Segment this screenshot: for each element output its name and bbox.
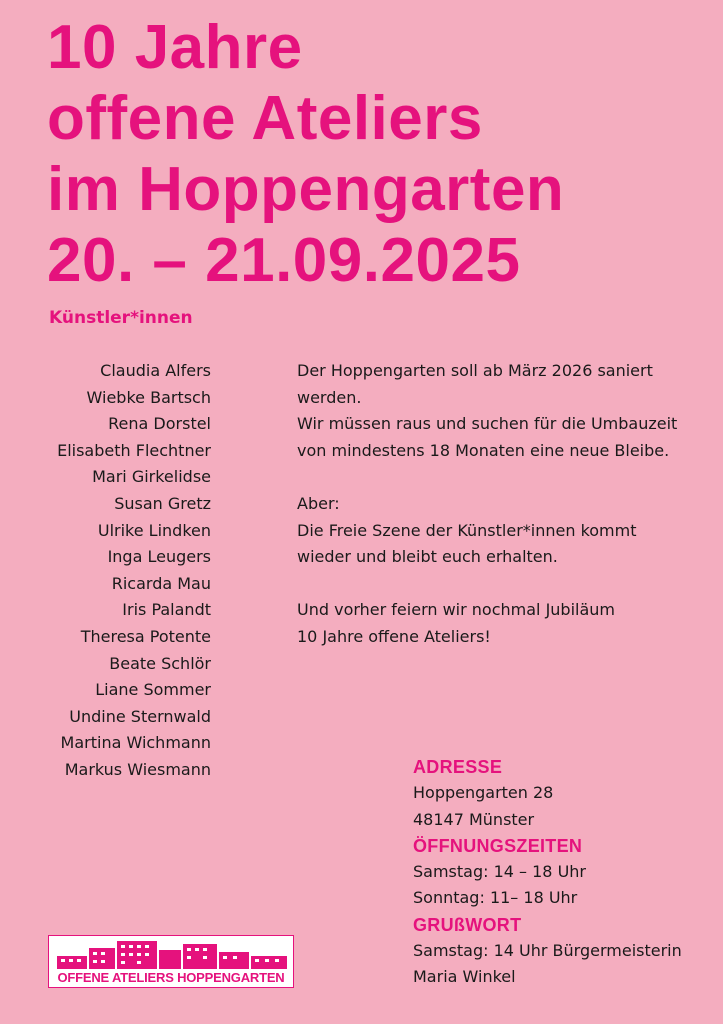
- address-label: ADRESSE: [413, 757, 503, 777]
- greeting-line-2: Maria Winkel: [413, 967, 516, 987]
- text-line: von mindestens 18 Monaten eine neue Bleibe.: [297, 440, 670, 460]
- title-line-1: 10 Jahre: [47, 13, 303, 82]
- artist-name: Ricarda Mau: [111, 573, 211, 593]
- artist-name: Ulrike Lindken: [97, 520, 211, 540]
- greeting-line-1: Samstag: 14 Uhr Bürgermeisterin: [413, 941, 682, 961]
- text-line: Die Freie Szene der Künstler*innen kommt: [297, 520, 637, 540]
- page-title: [47, 12, 564, 296]
- text-line: wieder und bleibt euch erhalten.: [297, 547, 558, 567]
- hoppengarten-logo: [48, 935, 294, 988]
- artist-name: Inga Leugers: [107, 547, 211, 567]
- artist-list: [40, 358, 211, 784]
- text-line: 10 Jahre offene Ateliers!: [297, 626, 491, 646]
- artist-name: Markus Wiesmann: [64, 759, 211, 779]
- artist-name: Susan Gretz: [114, 493, 211, 513]
- artist-name: Wiebke Bartsch: [86, 387, 211, 407]
- text-line: Wir müssen raus und suchen für die Umbauzeit: [297, 414, 678, 434]
- logo-text: OFFENE ATELIERS HOPPENGARTEN: [57, 970, 285, 985]
- text-line: Und vorher feiern wir nochmal Jubiläum: [297, 600, 616, 620]
- greeting-label: GRUßWORT: [413, 914, 522, 935]
- artist-name: Theresa Potente: [80, 626, 211, 646]
- paragraph-renovation: [297, 358, 707, 464]
- title-line-2: offene Ateliers: [47, 84, 483, 153]
- artist-name: Liane Sommer: [95, 680, 211, 700]
- address-city: 48147 Münster: [413, 809, 535, 829]
- artist-name: Undine Sternwald: [69, 706, 211, 726]
- artist-name: Claudia Alfers: [100, 361, 211, 380]
- text-line: werden.: [297, 387, 362, 407]
- artist-name: Rena Dorstel: [108, 414, 211, 434]
- title-date: 20. – 21.09.2025: [47, 226, 521, 295]
- text-line: Aber:: [297, 493, 340, 513]
- text-line: Der Hoppengarten soll ab März 2026 saniert: [297, 361, 653, 380]
- hours-label: ÖFFNUNGSZEITEN: [413, 835, 583, 856]
- artist-name: Beate Schlör: [109, 653, 211, 673]
- paragraph-anniversary: [297, 597, 707, 650]
- hours-saturday: Samstag: 14 – 18 Uhr: [413, 862, 586, 882]
- artist-name: Mari Girkelidse: [92, 467, 211, 487]
- title-line-3: im Hoppengarten: [47, 155, 565, 224]
- event-info: [413, 754, 713, 991]
- artist-name: Iris Palandt: [122, 600, 211, 620]
- artist-name: Elisabeth Flechtner: [57, 440, 211, 460]
- artists-heading: Künstler*innen: [49, 308, 193, 328]
- announcement-text: [297, 358, 707, 677]
- paragraph-return: [297, 491, 707, 571]
- address-street: Hoppengarten 28: [413, 783, 554, 803]
- artist-name: Martina Wichmann: [60, 733, 211, 753]
- hours-sunday: Sonntag: 11– 18 Uhr: [413, 888, 578, 908]
